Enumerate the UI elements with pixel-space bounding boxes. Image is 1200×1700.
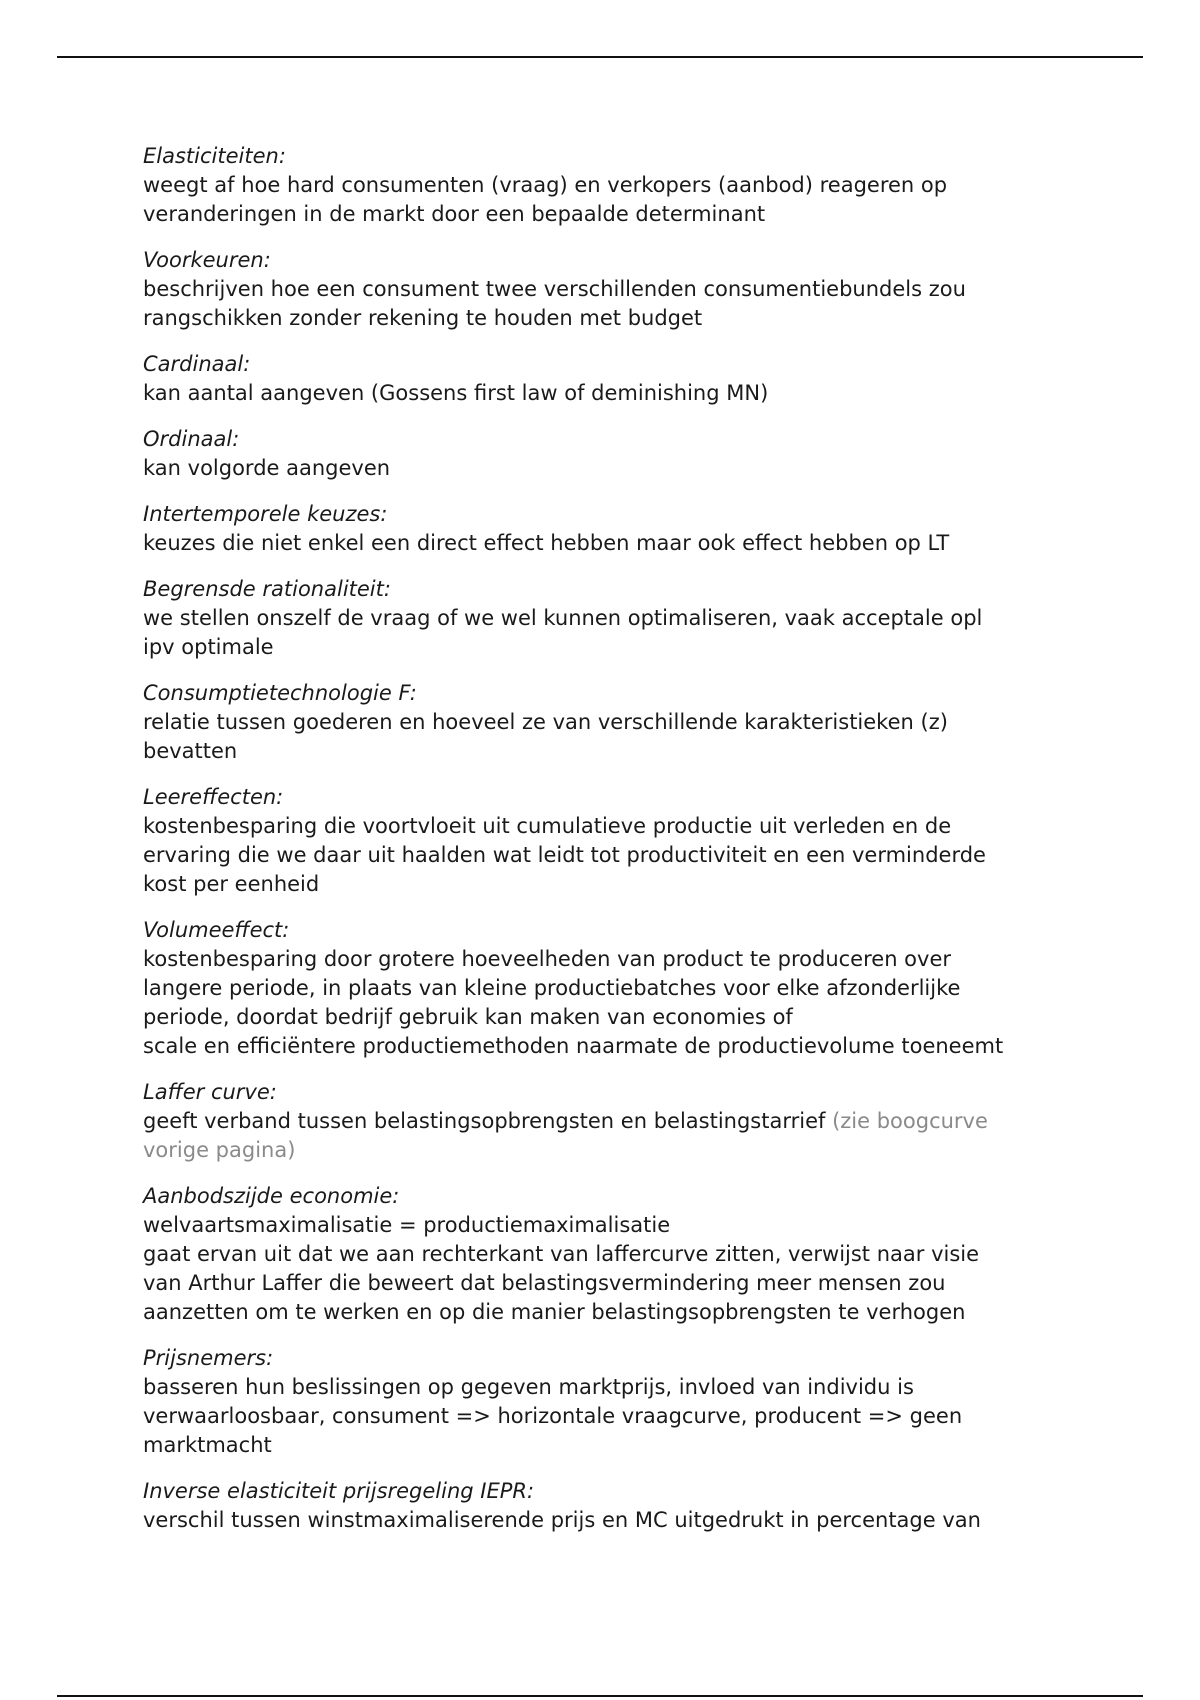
term-title: Voorkeuren: bbox=[143, 248, 271, 272]
definition-line: periode, doordat bedrijf gebruik kan maken van economies of bbox=[143, 1005, 793, 1029]
definition-line: scale en efficiëntere productiemethoden naarmate de productievolume toeneemt bbox=[143, 1034, 1004, 1058]
glossary-entry-laffer-curve bbox=[143, 1078, 1083, 1165]
definition-line: weegt af hoe hard consumenten (vraag) en verkopers (aanbod) reageren op bbox=[143, 173, 948, 197]
term-title: Prijsnemers: bbox=[143, 1346, 274, 1370]
glossary-entry-prijsnemers bbox=[143, 1344, 1083, 1460]
page-reference-note: vorige pagina) bbox=[143, 1138, 296, 1162]
header-rule bbox=[57, 56, 1143, 58]
glossary-entry-cardinaal bbox=[143, 350, 1083, 408]
definition-line: kostenbesparing die voortvloeit uit cumulatieve productie uit verleden en de bbox=[143, 814, 952, 838]
term-title: Intertemporele keuzes: bbox=[143, 502, 388, 526]
definition-line: verschil tussen winstmaximaliserende prijs en MC uitgedrukt in percentage van bbox=[143, 1508, 981, 1532]
definition-text: geeft verband tussen belastingsopbrengsten en belastingstarrief bbox=[143, 1109, 833, 1133]
definition-line: beschrijven hoe een consument twee verschillenden consumentiebundels zou bbox=[143, 277, 966, 301]
glossary-entry-voorkeuren bbox=[143, 246, 1083, 333]
glossary-entry-consumptietechnologie bbox=[143, 679, 1083, 766]
glossary-entry-leereffecten bbox=[143, 783, 1083, 899]
term-title: Inverse elasticiteit prijsregeling IEPR: bbox=[143, 1479, 535, 1503]
term-title: Cardinaal: bbox=[143, 352, 251, 376]
definition-line: basseren hun beslissingen op gegeven marktprijs, invloed van individu is bbox=[143, 1375, 914, 1399]
definition-line: kostenbesparing door grotere hoeveelheden van product te produceren over bbox=[143, 947, 952, 971]
glossary-entry-begrensde-rationaliteit bbox=[143, 575, 1083, 662]
glossary-entry-iepr bbox=[143, 1477, 1083, 1535]
term-title: Leereffecten: bbox=[143, 785, 284, 809]
glossary-entry-volumeeffect bbox=[143, 916, 1083, 1061]
definition-line: veranderingen in de markt door een bepaalde determinant bbox=[143, 202, 766, 226]
definition-line: kan aantal aangeven (Gossens first law of deminishing MN) bbox=[143, 381, 769, 405]
definition-line: aanzetten om te werken en op die manier belastingsopbrengsten te verhogen bbox=[143, 1300, 966, 1324]
definition-line: ervaring die we daar uit haalden wat leidt tot productiviteit en een verminderde bbox=[143, 843, 986, 867]
term-title: Ordinaal: bbox=[143, 427, 240, 451]
definition-line: langere periode, in plaats van kleine productiebatches voor elke afzonderlijke bbox=[143, 976, 961, 1000]
term-title: Laffer curve: bbox=[143, 1080, 277, 1104]
term-title: Volumeeffect: bbox=[143, 918, 290, 942]
glossary-entry-aanbodszijde-economie bbox=[143, 1182, 1083, 1327]
glossary-entry-intertemporele-keuzes bbox=[143, 500, 1083, 558]
definition-line: kan volgorde aangeven bbox=[143, 456, 391, 480]
glossary bbox=[143, 142, 1083, 1552]
definition-line: van Arthur Laffer die beweert dat belastingsvermindering meer mensen zou bbox=[143, 1271, 946, 1295]
definition-line: we stellen onszelf de vraag of we wel kunnen optimaliseren, vaak acceptale opl bbox=[143, 606, 983, 630]
definition-line: marktmacht bbox=[143, 1433, 272, 1457]
definition-line bbox=[143, 1107, 1083, 1136]
glossary-entry-elasticiteiten bbox=[143, 142, 1083, 229]
term-title: Aanbodszijde economie: bbox=[143, 1184, 400, 1208]
definition-line: verwaarloosbaar, consument => horizontale vraagcurve, producent => geen bbox=[143, 1404, 963, 1428]
definition-line: keuzes die niet enkel een direct effect hebben maar ook effect hebben op LT bbox=[143, 531, 950, 555]
term-title: Elasticiteiten: bbox=[143, 144, 286, 168]
definition-line: gaat ervan uit dat we aan rechterkant van laffercurve zitten, verwijst naar visie bbox=[143, 1242, 980, 1266]
definition-line: bevatten bbox=[143, 739, 238, 763]
definition-line: kost per eenheid bbox=[143, 872, 320, 896]
definition-line: ipv optimale bbox=[143, 635, 274, 659]
page-reference-note: (zie boogcurve bbox=[832, 1109, 988, 1133]
definition-line: relatie tussen goederen en hoeveel ze van verschillende karakteristieken (z) bbox=[143, 710, 948, 734]
definition-line: rangschikken zonder rekening te houden met budget bbox=[143, 306, 703, 330]
footer-rule bbox=[57, 1695, 1143, 1697]
definition-line: welvaartsmaximalisatie = productiemaximalisatie bbox=[143, 1213, 671, 1237]
glossary-entry-ordinaal bbox=[143, 425, 1083, 483]
term-title: Begrensde rationaliteit: bbox=[143, 577, 391, 601]
term-title: Consumptietechnologie F: bbox=[143, 681, 417, 705]
